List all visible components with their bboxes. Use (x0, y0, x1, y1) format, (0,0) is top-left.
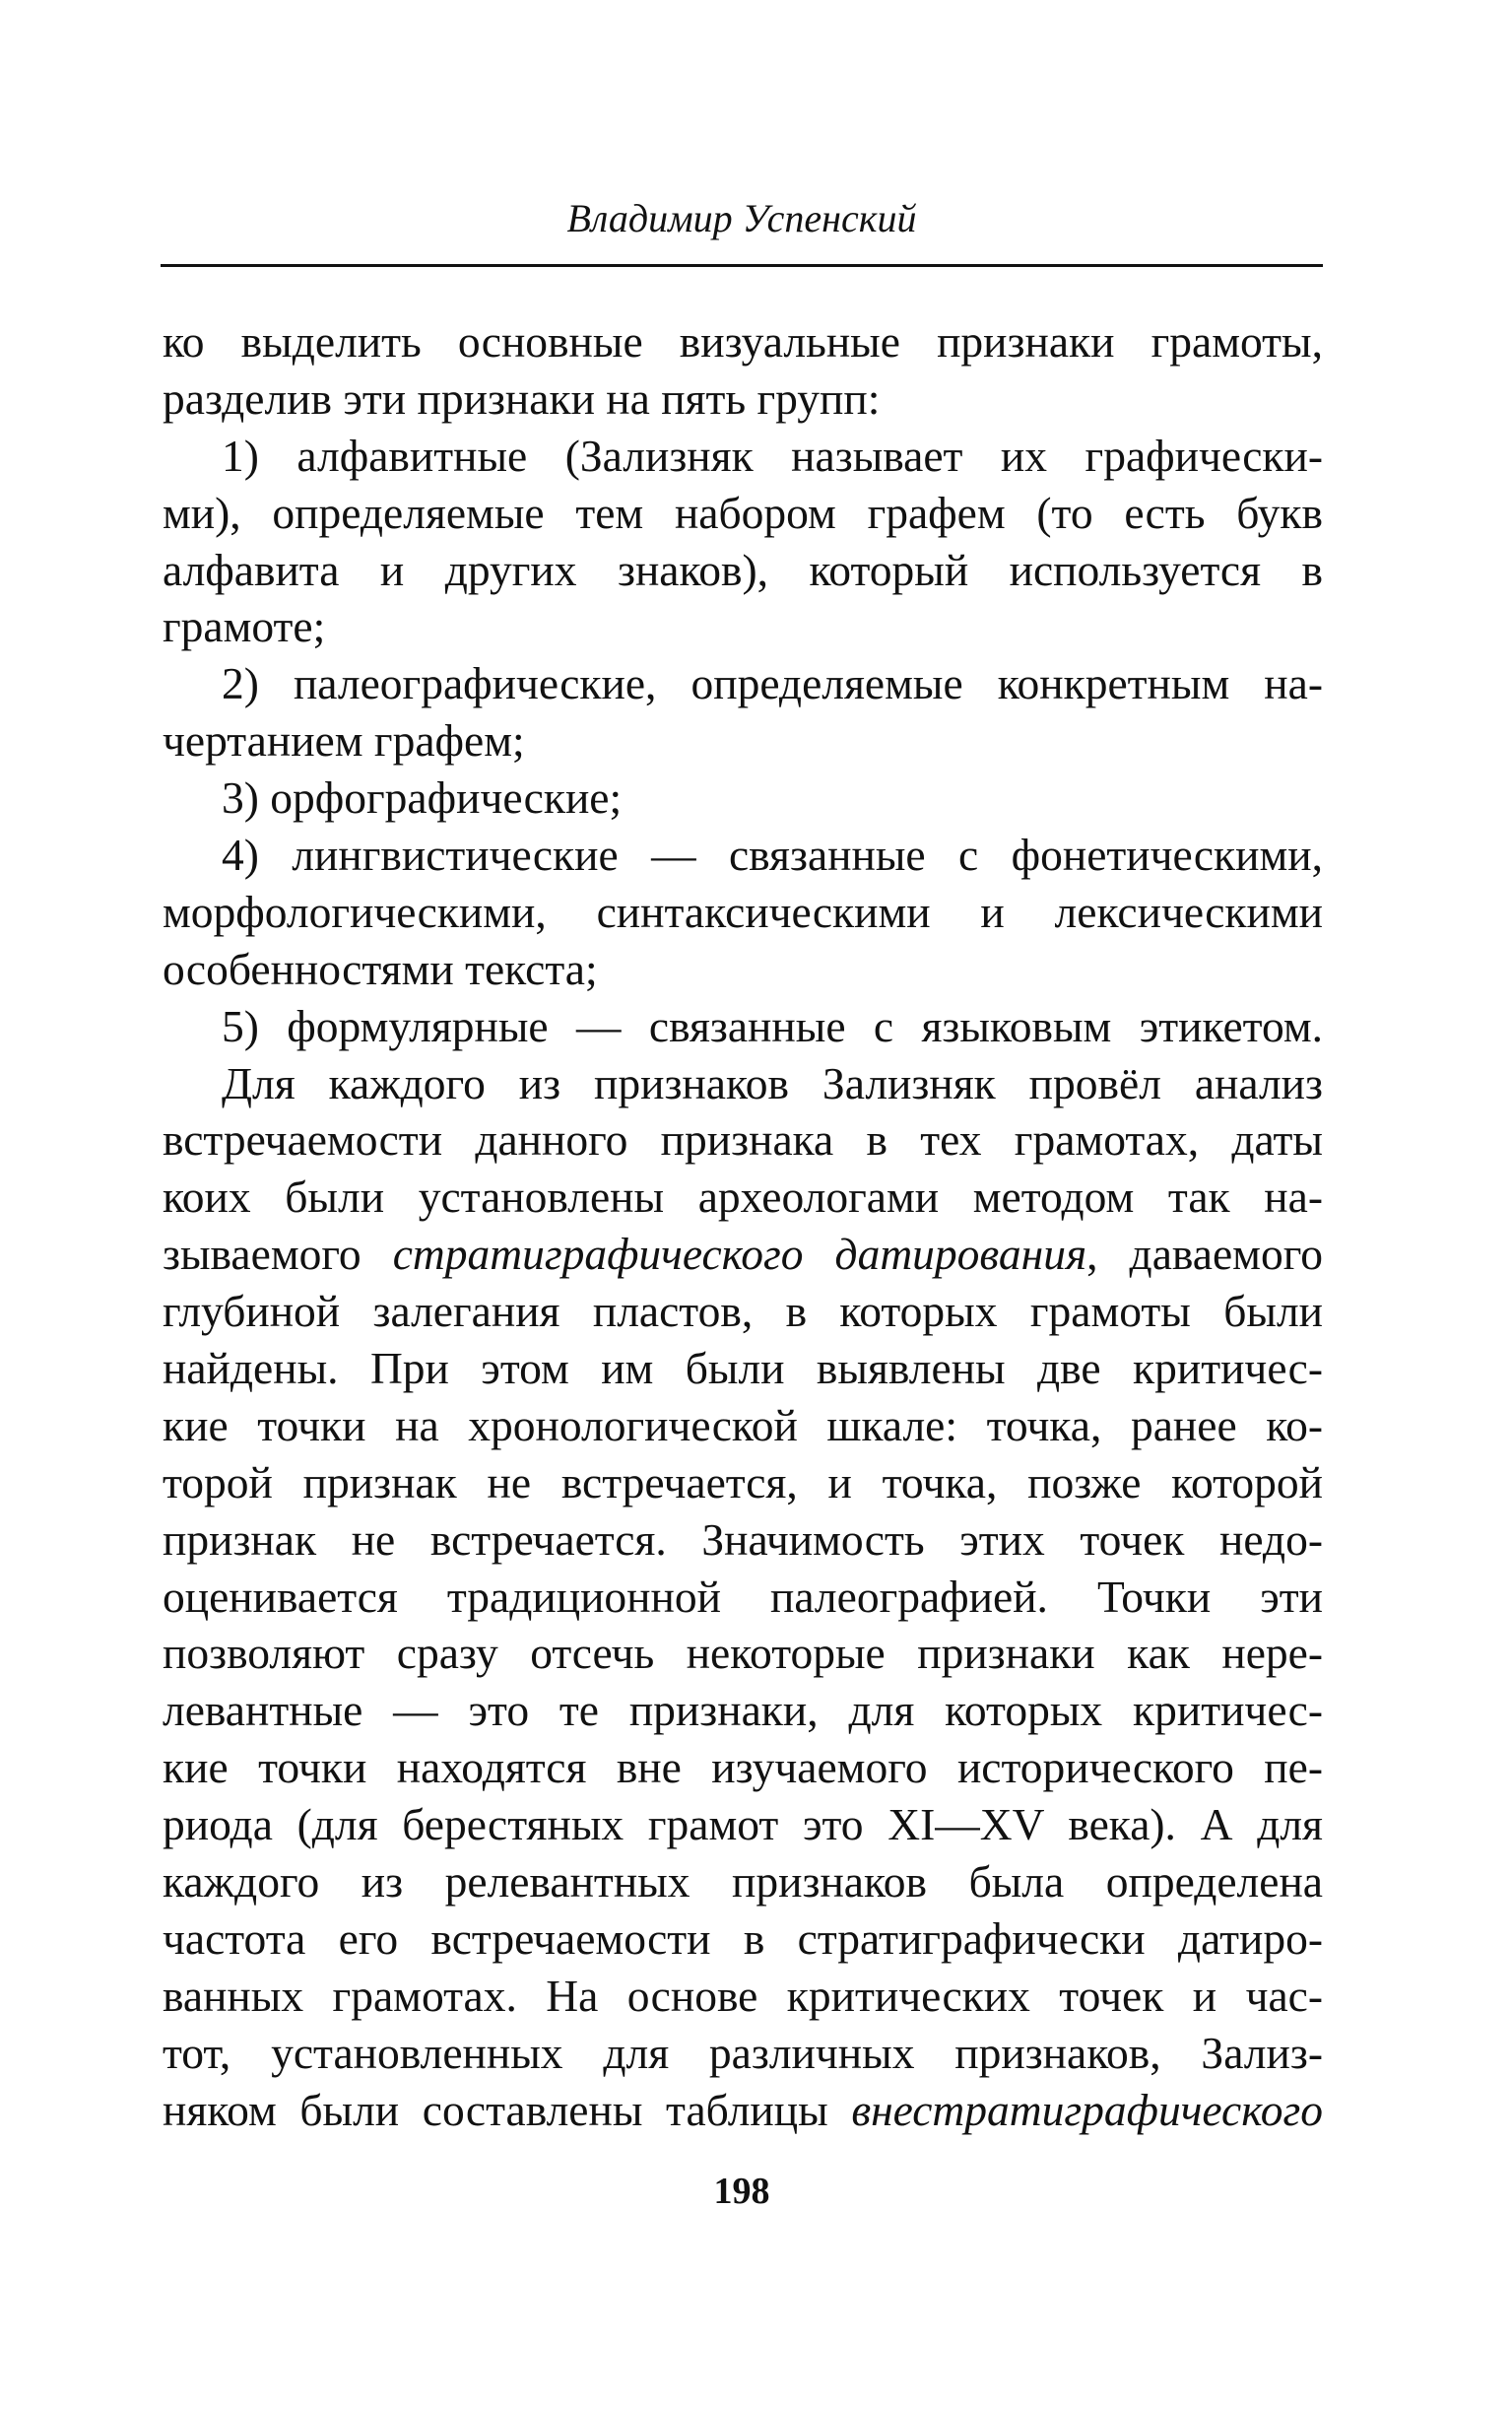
text-line: риода (для берестяных грамот это XI—XV века). А для (163, 1799, 1323, 1850)
text-line: особенностями текста; (163, 943, 598, 994)
text-line: коих были установлены археологами методом так на- (163, 1171, 1323, 1223)
text-line: кие точки находятся вне изучаемого исторического пе- (163, 1742, 1323, 1793)
text-line: тот, установленных для различных признаков, Зализ- (163, 2027, 1323, 2078)
text-line: 2) палеографические, определяемые конкретным на- (222, 658, 1323, 709)
text-line: 1) алфавитные (Зализняк называет их графически- (222, 430, 1323, 481)
text-line: оценивается традиционной палеографией. Точки эти (163, 1571, 1323, 1622)
text-line: торой признак не встречается, и точка, позже которой (163, 1456, 1323, 1507)
text-line: ми), определяемые тем набором графем (то есть букв (163, 487, 1323, 538)
header-rule (161, 264, 1323, 267)
text-line: глубиной залегания пластов, в которых грамоты были (163, 1286, 1323, 1337)
italic-term: стратиграфического датирования (392, 1229, 1087, 1280)
text-line: Для каждого из признаков Зализняк провёл анализ (222, 1057, 1323, 1108)
text-line: грамоте; (163, 601, 326, 652)
body-text (163, 313, 1323, 2139)
text-segment: , даваемого (1086, 1229, 1323, 1280)
text-line: разделив эти признаки на пять групп: (163, 372, 881, 424)
text-line-with-italic (163, 2082, 1323, 2139)
running-head: Владимир Успенский (566, 196, 917, 240)
text-line: частота его встречаемости в стратиграфически датиро- (163, 1912, 1323, 1964)
text-line: 5) формулярные — связанные с языковым этикетом. (222, 1000, 1323, 1051)
text-line: алфавита и других знаков), который используется в (163, 544, 1323, 595)
text-line: ко выделить основные визуальные признаки грамоты, (163, 316, 1323, 367)
text-line: 4) лингвистические — связанные с фонетическими, (222, 830, 1323, 881)
text-line: позволяют сразу отсечь некоторые признаки как нере- (163, 1628, 1323, 1679)
text-line: каждого из релевантных признаков была определена (163, 1856, 1323, 1907)
text-line: кие точки на хронологической шкале: точка, ранее ко- (163, 1399, 1323, 1450)
text-segment: няком были составлены таблицы (163, 2084, 852, 2135)
text-line-with-italic (163, 1226, 1323, 1283)
text-line: встречаемости данного признака в тех грамотах, даты (163, 1114, 1323, 1166)
text-line: 3) орфографические; (222, 772, 623, 824)
text-line: признак не встречается. Значимость этих точек недо- (163, 1513, 1323, 1565)
text-line: левантные — это те признаки, для которых критичес- (163, 1685, 1323, 1736)
text-line: морфологическими, синтаксическими и лексическими (163, 886, 1323, 937)
text-line: ванных грамотах. На основе критических точек и час- (163, 1970, 1323, 2021)
text-line: найдены. При этом им были выявлены две критичес- (163, 1343, 1323, 1394)
text-line: чертанием графем; (163, 715, 525, 767)
italic-term: внестратиграфического (851, 2084, 1323, 2135)
text-segment: зываемого (163, 1229, 393, 1280)
page-number: 198 (713, 2171, 770, 2212)
